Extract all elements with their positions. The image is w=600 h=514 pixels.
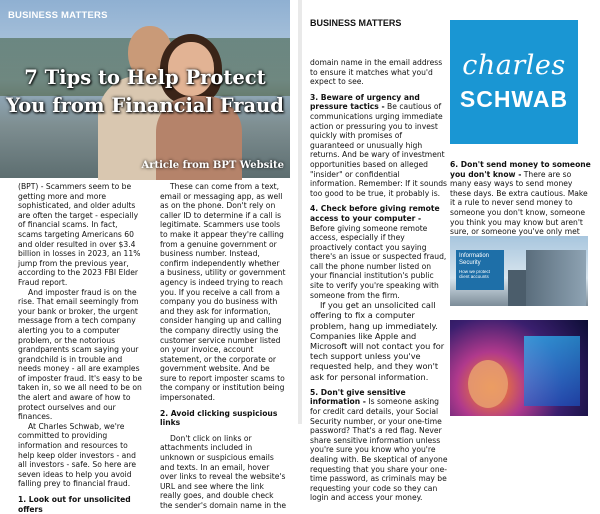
paragraph: Don't click on links or attachments included in unknown or suspicious emails and texts. In an email, hover over links to reveal the website's URL and see where the link really goes, and double check the sender's domain name in the [160,433,286,510]
right-column-1 [310,58,448,503]
paragraph: At Charles Schwab, we're committed to providing information and resources to help keep older investors - and all investors - safe. So here are seven ideas to help you avoid falling prey to financial fraud. [18,421,137,489]
tip-heading-1: 1. Look out for unsolicited offers [18,495,131,514]
paragraph: Is someone asking for credit card details, your Social Security number, or your one-time password? That's a red flag. Never share sensitive information unless you're sure you know who you're dealing with. Be skeptical of anyone requesting that you share your one-time password, as criminals may be requesting your code so they can login and access your money. [310,397,448,503]
tip-4 [310,204,448,300]
left-page [0,0,298,514]
panel-subtitle: How we protect client accounts [459,269,491,279]
digital-security-photo [450,320,588,416]
tip-heading-5: 5. Don't give sensitive information - [310,387,406,407]
right-column-2 [450,160,592,246]
article-headline: 7 Tips to Help Protect You from Financial Fraud [6,66,284,117]
paragraph: There are so many easy ways to send money these days. Be extra cautious. Make it a rule to never send money to someone you don't know, someone you think you may know but aren't sure, or someone you've only met [450,169,588,237]
charles-schwab-logo [450,20,578,144]
tip-heading-4: 4. Check before giving remote access to your computer - [310,204,440,223]
left-column-2 [160,182,286,511]
tip-3 [310,93,448,199]
hero-photo [0,0,290,178]
paragraph: domain name in the email address to ensure it matches what you'd expect to see. [310,58,443,87]
paragraph: These can come from a text, email or messaging app, as well as on the phone. Don't rely on caller ID to determine if a call is legitimate. Scammers use tools to make it appear they're calling from a genuine government or business number. Instead, confirm independently whether a business, utility or government agency is indeed trying to reach you. If you receive a call from a company you do business with and they ask for information, consider hanging up and calling the company directly using the customer service number listed on your invoice, account statement, or the corporate or government website. And be sure to report imposter scams to the company or institution being impersonated. [160,182,286,403]
section-tag: BUSINESS MATTERS [310,18,402,28]
paragraph: And imposter fraud is on the rise. That email seemingly from your bank or broker, the urgent message from a tech company alerting you to a computer problem, or the notorious grandparents scam saying your grandchild is in trouble and needs money - all are examples of imposter fraud. It's easy to be taken in, so we all need to be on the alert and aware of how to protect ourselves and our finances. [18,287,143,422]
section-tag: BUSINESS MATTERS [8,10,108,21]
tip-heading-2: 2. Avoid clicking suspicious links [160,408,278,428]
article-byline: Article from BPT Website [141,160,284,171]
panel-title: Information Security [459,253,490,266]
paragraph-callout: If you get an unsolicited call offering to fix a computer problem, hang up immediately. Companies like Apple and Microsoft will not contact you for tech support unless you've requested help, and they won't ask for personal information. [310,300,445,382]
tip-heading-3: 3. Beware of urgency and pressure tactics - [310,92,420,112]
information-security-photo [450,236,588,306]
logo-line-2: SCHWAB [459,86,569,112]
tip-6 [450,160,592,246]
tip-5 [310,388,448,503]
right-page [302,0,600,503]
tip-heading-6: 6. Don't send money to someone you don't know - [450,160,591,179]
logo-line-1: charles [462,50,566,81]
paragraph: Before giving someone remote access, especially if they proactively contact you saying there's an issue or suspected fraud, call the phone number listed on your financial institution's public site to verify you're speaking with someone from the firm. [310,223,447,300]
paragraph: Be cautious of communications urging immediate action or pressuring you to invest quickly with promises of guaranteed or unusually high returns. And be wary of investment opportunities based on alleged "insider" or confidential information. Remember: If it sounds too good to be true, it probably is. [310,102,448,198]
paragraph: (BPT) - Scammers seem to be getting more and more sophisticated, and older adults are often the target - especially of financial scams. In fact, scams targeting Americans 60 and older resulted in over $3.4 billion in losses in 2023, an 11% jump from the previous year, according to the 2023 FBI Elder Fraud report. [18,182,141,287]
left-column-1 [18,182,144,514]
info-security-panel [456,250,504,290]
